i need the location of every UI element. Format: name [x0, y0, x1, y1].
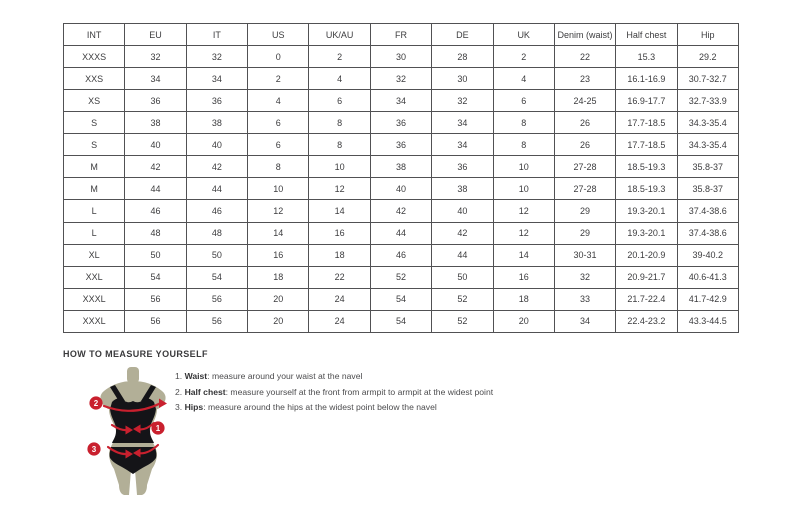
table-cell: 30	[432, 68, 493, 90]
table-cell: 35.8-37	[677, 156, 738, 178]
table-cell: 10	[248, 178, 309, 200]
table-cell: 29.2	[677, 46, 738, 68]
table-header-row	[64, 24, 739, 46]
table-cell: S	[64, 134, 125, 156]
table-cell: 42	[432, 222, 493, 244]
table-cell: 32	[186, 46, 247, 68]
table-cell: 27-28	[554, 178, 615, 200]
table-cell: 41.7-42.9	[677, 288, 738, 310]
table-cell: 8	[248, 156, 309, 178]
table-cell: 34	[432, 112, 493, 134]
table-cell: 24-25	[554, 90, 615, 112]
measure-step	[175, 387, 515, 397]
table-cell: 34	[432, 134, 493, 156]
table-cell: 36	[432, 156, 493, 178]
table-cell: M	[64, 156, 125, 178]
column-header: EU	[125, 24, 186, 46]
table-cell: 8	[309, 112, 370, 134]
table-cell: 34	[125, 68, 186, 90]
table-cell: 16.9-17.7	[616, 90, 677, 112]
table-row	[64, 200, 739, 222]
table-cell: 17.7-18.5	[616, 112, 677, 134]
table-cell: 38	[432, 178, 493, 200]
table-row	[64, 134, 739, 156]
table-cell: 6	[248, 134, 309, 156]
table-cell: 0	[248, 46, 309, 68]
table-cell: 16	[309, 222, 370, 244]
table-row	[64, 222, 739, 244]
table-cell: 17.7-18.5	[616, 134, 677, 156]
table-cell: 4	[309, 68, 370, 90]
table-cell: 23	[554, 68, 615, 90]
table-cell: L	[64, 200, 125, 222]
column-header: UK/AU	[309, 24, 370, 46]
table-cell: 38	[125, 112, 186, 134]
table-cell: 6	[309, 90, 370, 112]
marker-hips-number: 3	[91, 445, 97, 454]
table-cell: 8	[493, 112, 554, 134]
table-cell: 52	[370, 266, 431, 288]
table-cell: 19.3-20.1	[616, 200, 677, 222]
table-cell: 24	[309, 288, 370, 310]
table-cell: 56	[125, 288, 186, 310]
table-cell: 44	[432, 244, 493, 266]
table-cell: 15.3	[616, 46, 677, 68]
how-to-measure-title: HOW TO MEASURE YOURSELF	[63, 349, 208, 359]
size-chart-header	[64, 24, 739, 46]
table-cell: 20	[248, 288, 309, 310]
table-cell: 19.3-20.1	[616, 222, 677, 244]
table-cell: 34.3-35.4	[677, 112, 738, 134]
table-cell: 54	[370, 288, 431, 310]
table-cell: 26	[554, 134, 615, 156]
marker-waist-number: 1	[155, 424, 161, 433]
table-cell: 32	[432, 90, 493, 112]
table-cell: 33	[554, 288, 615, 310]
table-cell: 34.3-35.4	[677, 134, 738, 156]
table-cell: 48	[186, 222, 247, 244]
table-cell: 54	[370, 310, 431, 332]
table-row	[64, 266, 739, 288]
step-number: 2.	[175, 386, 183, 397]
table-cell: 10	[493, 178, 554, 200]
table-cell: 18.5-19.3	[616, 178, 677, 200]
step-label: Hips	[184, 402, 204, 412]
table-row	[64, 90, 739, 112]
table-cell: 40	[186, 134, 247, 156]
measure-step	[175, 371, 515, 381]
table-cell: 24	[309, 310, 370, 332]
table-cell: 8	[309, 134, 370, 156]
table-cell: 22	[309, 266, 370, 288]
table-cell: XXL	[64, 266, 125, 288]
column-header: UK	[493, 24, 554, 46]
table-cell: 4	[493, 68, 554, 90]
measure-step	[175, 402, 515, 412]
table-cell: 26	[554, 112, 615, 134]
table-row	[64, 68, 739, 90]
table-cell: 10	[493, 156, 554, 178]
table-cell: 30-31	[554, 244, 615, 266]
table-cell: 54	[125, 266, 186, 288]
column-header: DE	[432, 24, 493, 46]
table-cell: 34	[186, 68, 247, 90]
table-cell: 4	[248, 90, 309, 112]
table-cell: 2	[493, 46, 554, 68]
table-cell: 14	[309, 200, 370, 222]
table-cell: 32	[554, 266, 615, 288]
table-row	[64, 178, 739, 200]
table-cell: 46	[370, 244, 431, 266]
marker-hips-badge	[87, 442, 100, 455]
table-cell: 10	[309, 156, 370, 178]
table-cell: 40	[370, 178, 431, 200]
size-chart-table	[63, 23, 739, 333]
table-cell: 16.1-16.9	[616, 68, 677, 90]
table-cell: 48	[125, 222, 186, 244]
column-header: IT	[186, 24, 247, 46]
column-header: INT	[64, 24, 125, 46]
table-cell: 56	[186, 310, 247, 332]
table-cell: 18	[309, 244, 370, 266]
table-cell: S	[64, 112, 125, 134]
table-cell: M	[64, 178, 125, 200]
table-cell: 42	[125, 156, 186, 178]
table-cell: 42	[186, 156, 247, 178]
table-cell: 50	[186, 244, 247, 266]
table-cell: 37.4-38.6	[677, 200, 738, 222]
table-cell: 38	[370, 156, 431, 178]
table-cell: 44	[186, 178, 247, 200]
table-cell: 52	[432, 310, 493, 332]
table-cell: 21.7-22.4	[616, 288, 677, 310]
table-cell: XS	[64, 90, 125, 112]
table-cell: 30	[370, 46, 431, 68]
table-cell: 12	[493, 222, 554, 244]
table-cell: 32	[370, 68, 431, 90]
table-cell: 20.9-21.7	[616, 266, 677, 288]
table-cell: 36	[125, 90, 186, 112]
table-cell: 8	[493, 134, 554, 156]
mannequin-illustration	[82, 366, 184, 502]
table-row	[64, 310, 739, 332]
table-cell: 39-40.2	[677, 244, 738, 266]
table-cell: 29	[554, 200, 615, 222]
step-number: 3.	[175, 402, 183, 412]
table-cell: XXXL	[64, 288, 125, 310]
table-cell: 20.1-20.9	[616, 244, 677, 266]
step-text: : measure around the hips at the widest point below the navel	[203, 402, 437, 412]
table-cell: 27-28	[554, 156, 615, 178]
table-cell: 6	[248, 112, 309, 134]
table-cell: 43.3-44.5	[677, 310, 738, 332]
step-number: 1.	[175, 371, 183, 381]
measurement-diagram	[82, 366, 184, 502]
table-row	[64, 288, 739, 310]
table-cell: 32.7-33.9	[677, 90, 738, 112]
table-cell: 34	[370, 90, 431, 112]
table-cell: 18.5-19.3	[616, 156, 677, 178]
table-cell: 12	[493, 200, 554, 222]
table-cell: 36	[186, 90, 247, 112]
table-cell: 36	[370, 134, 431, 156]
column-header: Half chest	[616, 24, 677, 46]
marker-half-chest-number: 2	[93, 399, 99, 408]
table-cell: 12	[248, 200, 309, 222]
table-cell: 34	[554, 310, 615, 332]
table-cell: 18	[248, 266, 309, 288]
step-text: : measure around your waist at the navel	[207, 371, 363, 381]
table-cell: 28	[432, 46, 493, 68]
marker-waist-badge	[151, 421, 164, 434]
table-cell: 22.4-23.2	[616, 310, 677, 332]
table-cell: 20	[248, 310, 309, 332]
table-row	[64, 156, 739, 178]
table-row	[64, 46, 739, 68]
table-cell: 20	[493, 310, 554, 332]
size-chart-body	[64, 46, 739, 333]
table-cell: XXXS	[64, 46, 125, 68]
table-cell: 12	[309, 178, 370, 200]
table-cell: 52	[432, 288, 493, 310]
step-text: : measure yourself at the front from armpit to armpit at the widest point	[225, 386, 494, 397]
table-cell: 56	[125, 310, 186, 332]
table-cell: 50	[432, 266, 493, 288]
table-cell: 40.6-41.3	[677, 266, 738, 288]
table-row	[64, 112, 739, 134]
table-cell: 50	[125, 244, 186, 266]
table-cell: 16	[248, 244, 309, 266]
table-cell: 40	[432, 200, 493, 222]
table-cell: 32	[125, 46, 186, 68]
table-cell: 22	[554, 46, 615, 68]
table-row	[64, 244, 739, 266]
table-cell: 54	[186, 266, 247, 288]
table-cell: 29	[554, 222, 615, 244]
table-cell: 36	[370, 112, 431, 134]
table-cell: 35.8-37	[677, 178, 738, 200]
table-cell: XL	[64, 244, 125, 266]
table-cell: 37.4-38.6	[677, 222, 738, 244]
table-cell: XXS	[64, 68, 125, 90]
table-cell: 6	[493, 90, 554, 112]
table-cell: 18	[493, 288, 554, 310]
table-cell: 16	[493, 266, 554, 288]
measure-instructions	[175, 371, 515, 418]
table-cell: 38	[186, 112, 247, 134]
table-cell: 56	[186, 288, 247, 310]
column-header: Denim (waist)	[554, 24, 615, 46]
table-cell: 40	[125, 134, 186, 156]
table-cell: 44	[125, 178, 186, 200]
table-cell: 42	[370, 200, 431, 222]
column-header: US	[248, 24, 309, 46]
table-cell: 2	[309, 46, 370, 68]
table-cell: 14	[493, 244, 554, 266]
table-cell: L	[64, 222, 125, 244]
column-header: Hip	[677, 24, 738, 46]
marker-half-chest-badge	[89, 396, 102, 409]
table-cell: 14	[248, 222, 309, 244]
column-header: FR	[370, 24, 431, 46]
table-cell: 46	[125, 200, 186, 222]
step-label: Waist	[184, 371, 208, 381]
table-cell: 46	[186, 200, 247, 222]
step-label: Half chest	[184, 386, 226, 397]
table-cell: 44	[370, 222, 431, 244]
table-cell: 2	[248, 68, 309, 90]
table-cell: 30.7-32.7	[677, 68, 738, 90]
table-cell: XXXL	[64, 310, 125, 332]
